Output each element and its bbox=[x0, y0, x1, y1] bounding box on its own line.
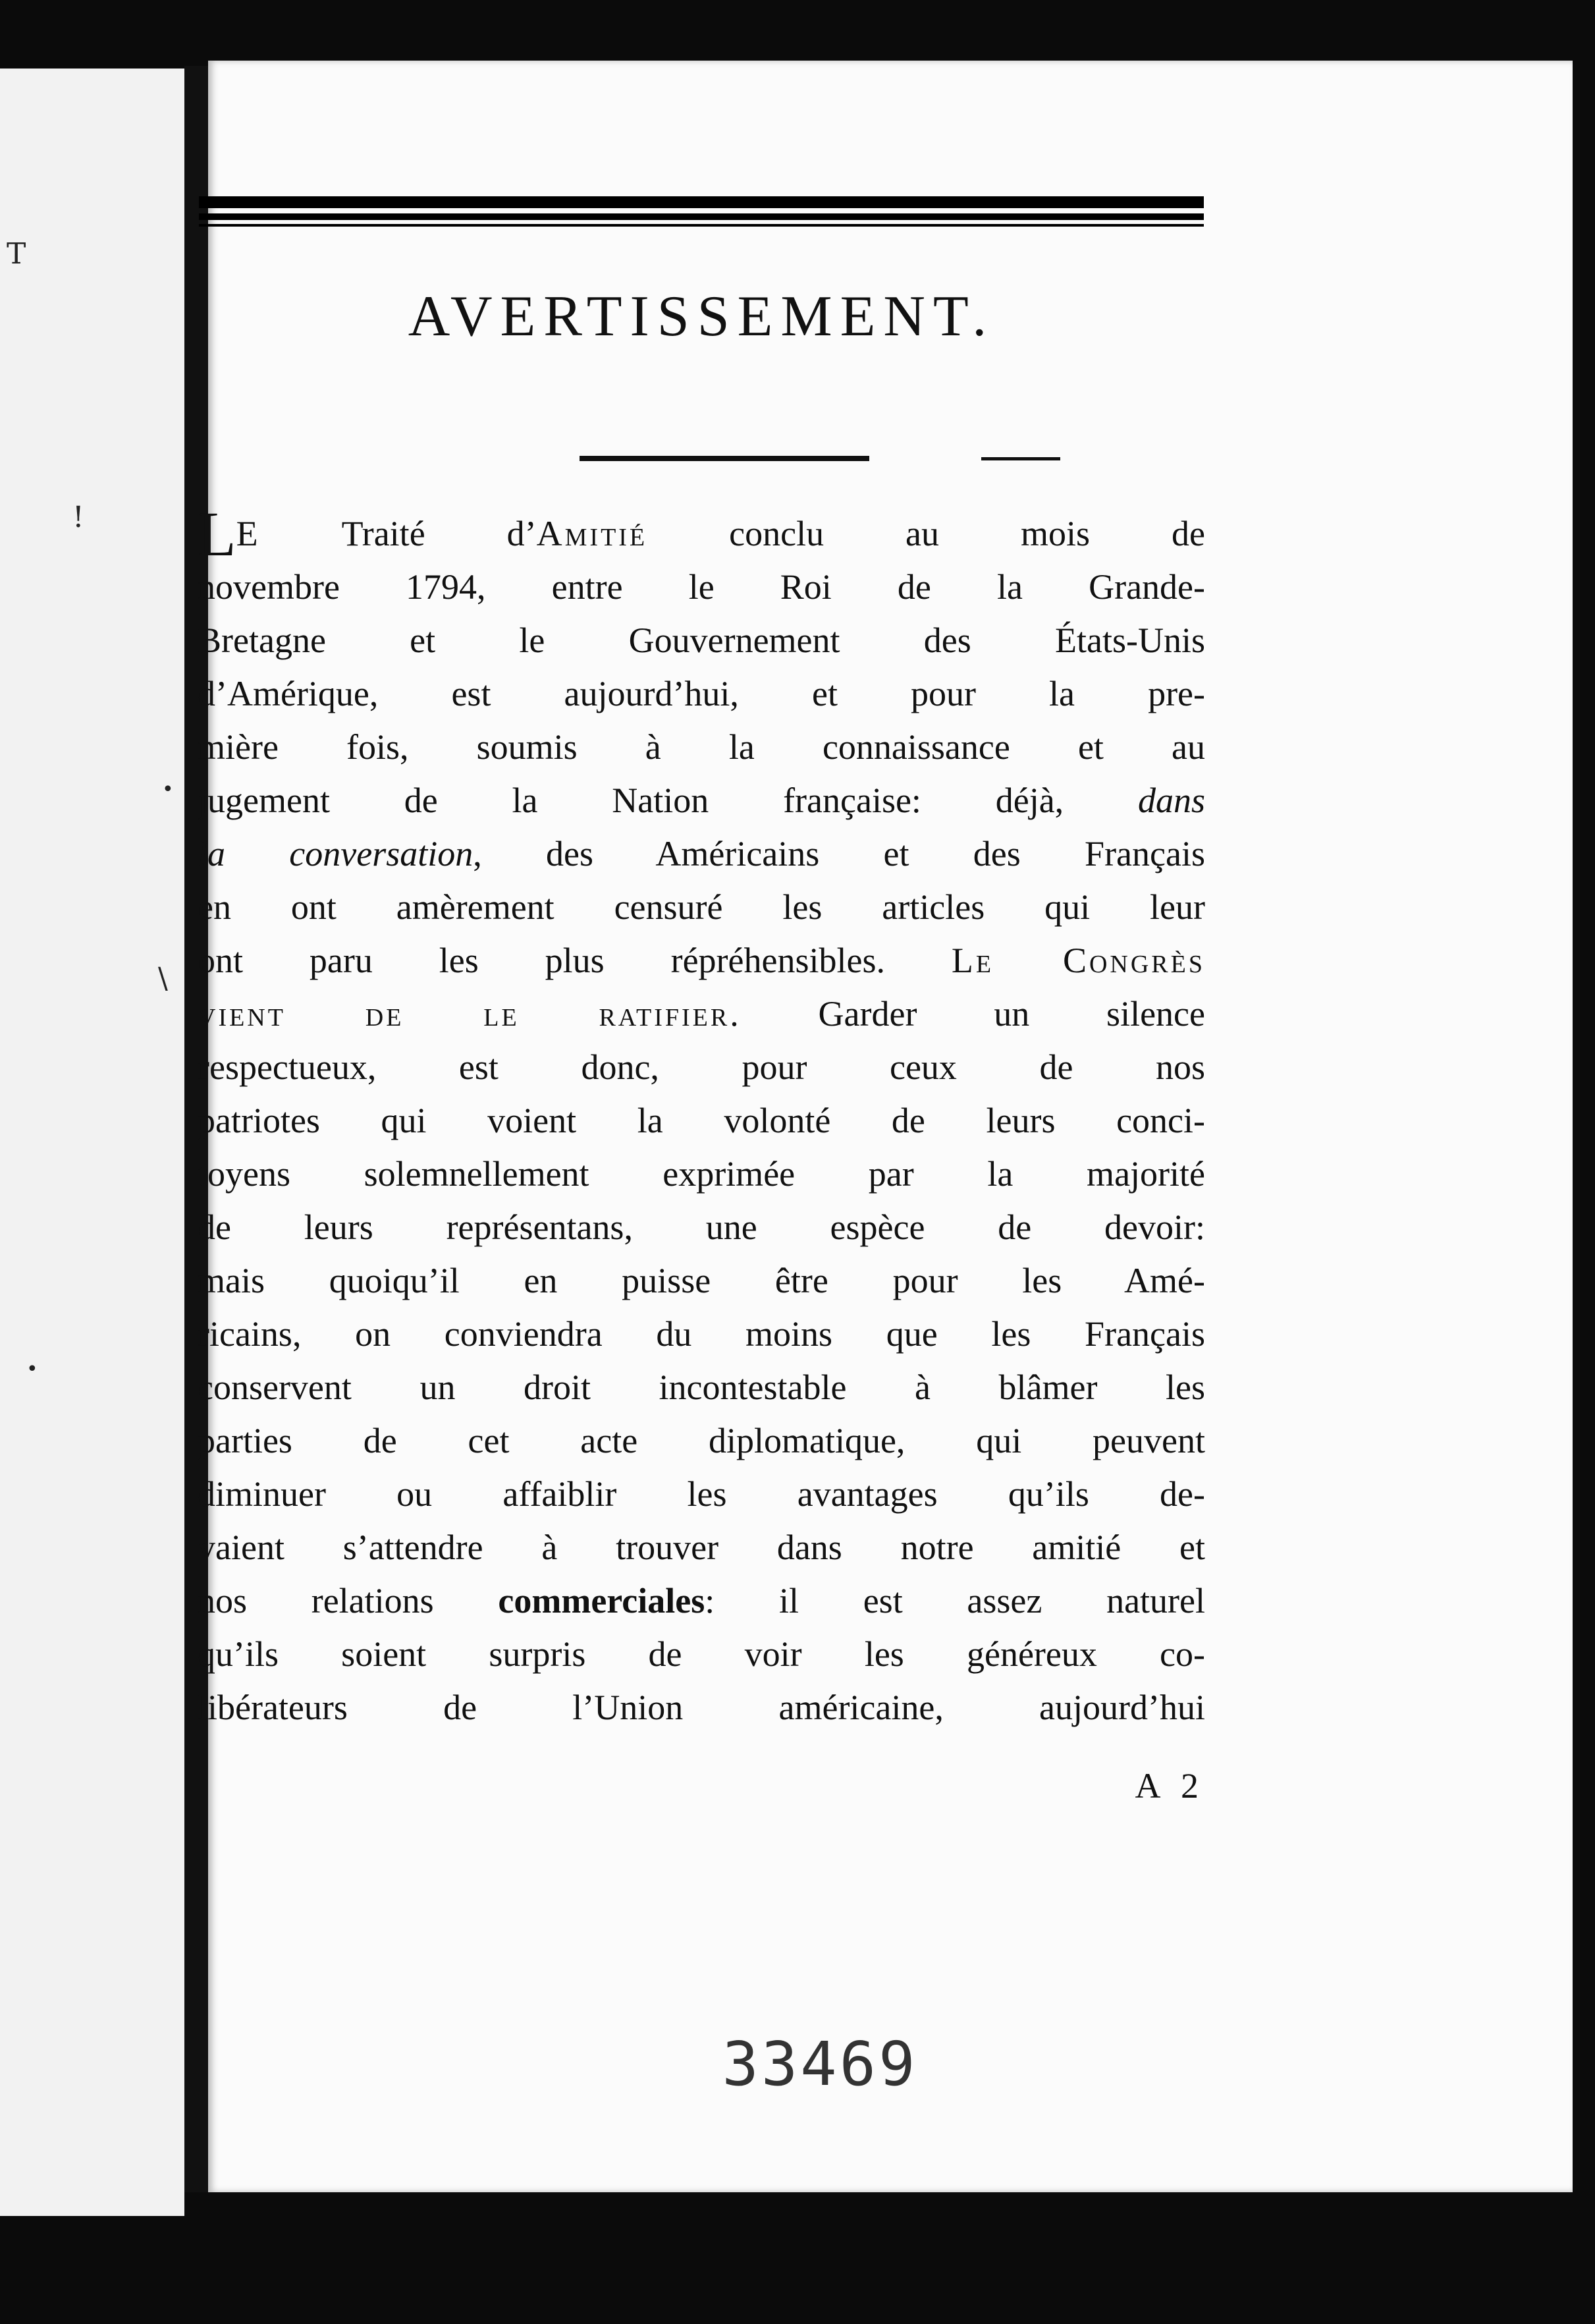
text-segment: diminuer ou affaiblir les avantages qu’ils de- bbox=[198, 1474, 1205, 1514]
left-page-mark: ! bbox=[72, 501, 84, 534]
text-segment: dans bbox=[1137, 781, 1205, 820]
text-segment: la conversation bbox=[198, 834, 473, 873]
text-line bbox=[198, 1414, 1205, 1468]
text-segment: respectueux, est donc, pour ceux de nos bbox=[198, 1047, 1205, 1087]
text-line bbox=[198, 721, 1205, 774]
signature-mark: A 2 bbox=[1135, 1766, 1205, 1806]
text-line bbox=[198, 1201, 1205, 1254]
text-line bbox=[198, 987, 1205, 1041]
left-page-mark: • bbox=[26, 1358, 38, 1381]
left-page-mark: • bbox=[162, 778, 174, 801]
text-line bbox=[198, 1094, 1205, 1148]
scan-border-right bbox=[1573, 53, 1595, 2227]
text-segment: patriotes qui voient la volonté de leurs conci- bbox=[198, 1101, 1205, 1140]
text-segment: en ont amèrement censuré les articles qui leur bbox=[198, 887, 1205, 927]
text-segment: ont paru les plus répréhensibles. bbox=[198, 941, 952, 980]
text-line bbox=[198, 1041, 1205, 1094]
text-segment: L bbox=[198, 507, 236, 561]
text-line bbox=[198, 1521, 1205, 1574]
text-line bbox=[198, 1681, 1205, 1734]
text-segment: de leurs représentans, une espèce de devoir: bbox=[198, 1207, 1205, 1247]
text-segment: jugement de la Nation française: déjà, bbox=[198, 781, 1138, 820]
text-segment: Le Congrès bbox=[951, 941, 1205, 980]
text-line bbox=[198, 614, 1205, 667]
text-segment: conclu au mois de bbox=[647, 514, 1205, 553]
text-segment: Traité d’ bbox=[260, 514, 537, 553]
text-line bbox=[198, 1254, 1205, 1308]
text-line bbox=[198, 1574, 1205, 1628]
ornamental-rule-thin bbox=[199, 224, 1204, 227]
text-segment: Bretagne et le Gouvernement des États-Unis bbox=[198, 621, 1205, 660]
text-segment: conservent un droit incontestable à blâmer les bbox=[198, 1368, 1205, 1407]
text-line bbox=[198, 827, 1205, 881]
text-segment: nos relations bbox=[198, 1581, 499, 1620]
heading-underline-right bbox=[981, 457, 1060, 460]
text-line bbox=[198, 561, 1205, 614]
text-line bbox=[198, 1628, 1205, 1681]
text-segment: vaient s’attendre à trouver dans notre amitié et bbox=[198, 1528, 1205, 1567]
text-line bbox=[198, 667, 1205, 721]
text-line bbox=[198, 1148, 1205, 1201]
text-segment: novembre 1794, entre le Roi de la Grande- bbox=[198, 567, 1205, 607]
ornamental-rule-medium bbox=[199, 213, 1204, 220]
text-segment: mière fois, soumis à la connaissance et au bbox=[198, 727, 1205, 767]
scan-border-bottom bbox=[184, 2192, 1595, 2324]
ornamental-rule-thick bbox=[199, 196, 1204, 208]
text-segment: : il est assez naturel bbox=[705, 1581, 1205, 1620]
text-line bbox=[198, 1468, 1205, 1521]
text-segment: commerciales bbox=[498, 1581, 705, 1620]
page-heading: AVERTISSEMENT. bbox=[408, 285, 995, 348]
left-page-mark: \ bbox=[158, 962, 168, 995]
text-line bbox=[198, 1308, 1205, 1361]
facing-page bbox=[0, 69, 184, 2216]
text-line bbox=[198, 881, 1205, 934]
text-line bbox=[198, 774, 1205, 827]
text-line bbox=[198, 934, 1205, 987]
library-stamp-number: 33469 bbox=[722, 2029, 918, 2099]
text-segment: ricains, on conviendra du moins que les Français bbox=[198, 1314, 1205, 1354]
text-segment: , des Américains et des Français bbox=[473, 834, 1205, 873]
text-segment: parties de cet acte diplomatique, qui peuvent bbox=[198, 1421, 1205, 1460]
text-segment: Garder un silence bbox=[741, 994, 1205, 1034]
text-segment: qu’ils soient surpris de voir les généreux co- bbox=[198, 1634, 1205, 1674]
text-line bbox=[198, 1361, 1205, 1414]
text-segment: d’Amérique, est aujourd’hui, et pour la pre- bbox=[198, 674, 1205, 713]
text-segment: E bbox=[236, 514, 261, 553]
text-segment: vient de le ratifier. bbox=[198, 994, 742, 1034]
heading-underline-left bbox=[580, 456, 869, 461]
text-segment: toyens solemnellement exprimée par la majorité bbox=[198, 1154, 1205, 1194]
text-segment: Amitié bbox=[536, 514, 648, 553]
text-segment: libérateurs de l’Union américaine, aujourd’hui bbox=[198, 1688, 1205, 1727]
text-segment: mais quoiqu’il en puisse être pour les Amé- bbox=[198, 1261, 1205, 1300]
left-page-mark: T bbox=[7, 237, 26, 271]
text-line bbox=[198, 507, 1205, 561]
body-paragraph bbox=[198, 507, 1205, 1734]
